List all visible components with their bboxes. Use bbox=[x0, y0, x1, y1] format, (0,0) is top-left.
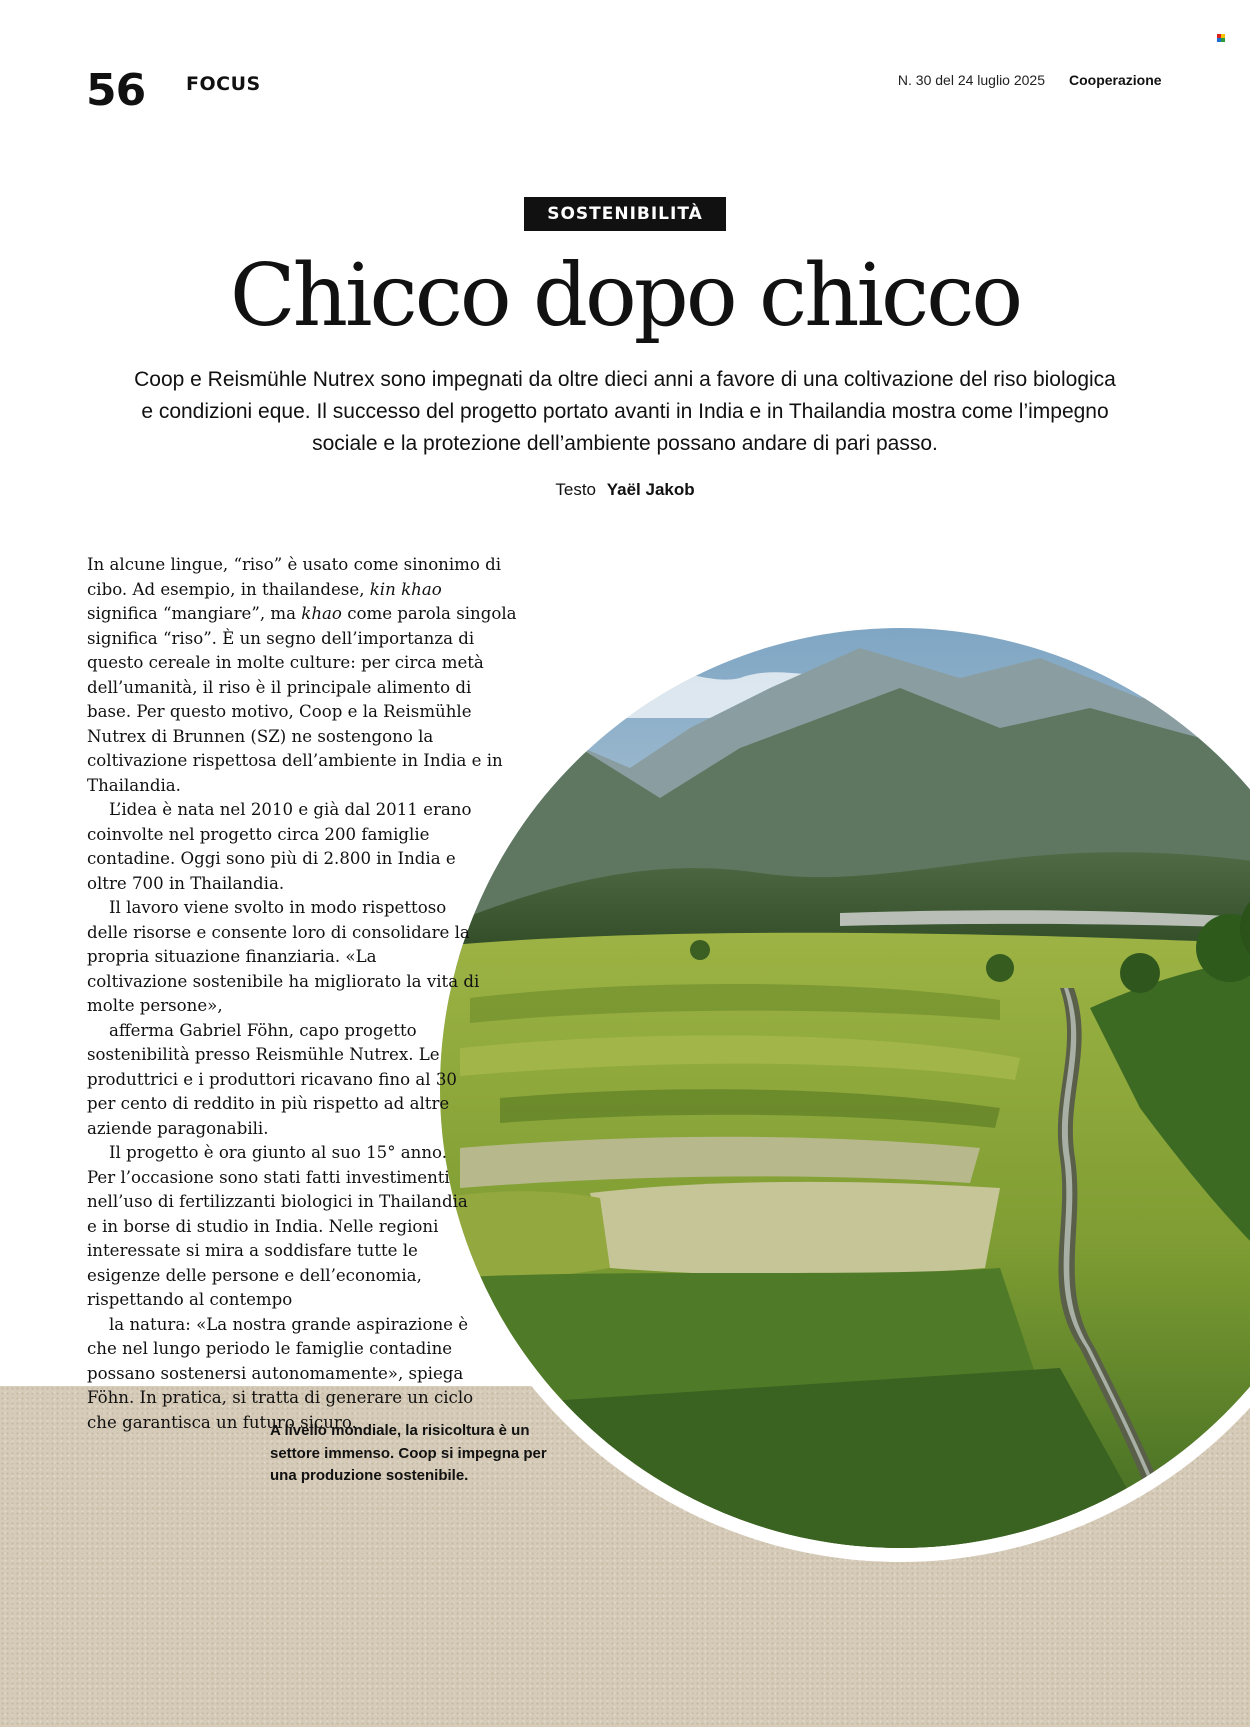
kicker-badge: SOSTENIBILITÀ bbox=[524, 197, 726, 231]
paragraph-3: Il progetto è ora giunto al suo 15° anno. Per l’occasione sono stati fatti investimenti nell’uso di fertilizzanti biologici in Thailandia e in borse di studio in India. Nelle regioni interessate si mira a soddisfare tutte le esigenze delle persone e dell’economia, rispettando al contempo la natura: «La nostra grande aspirazione è che nel lungo periodo le famiglie contadine possano sostenersi autonomamente», spiega Föhn. In pratica, si tratta di generare un ciclo che garantisca un futuro sicuro. bbox=[87, 1143, 474, 1432]
article-body bbox=[87, 553, 517, 1435]
thai-term: kin khao bbox=[369, 579, 442, 599]
paragraph-2: L’idea è nata nel 2010 e già dal 2011 erano coinvolte nel progetto circa 200 famiglie contadine. Oggi sono più di 2.800 in India e oltre 700 in Thailandia. Il lavoro viene svolto in modo rispettoso delle risorse e consente loro di consolidare la propria situazione finanziaria. «La coltivazione sostenibile ha migliorato la vita di molte persone», afferma Gabriel Föhn, capo progetto sostenibilità presso Reismühle Nutrex. Le produttrici e i produttori ricavano fino al 30 per cento di reddito in più rispetto ad altre aziende paragonabili. bbox=[87, 800, 480, 1138]
article-title: Chicco dopo chicco bbox=[229, 246, 1021, 346]
thai-word: khao bbox=[301, 604, 342, 623]
paragraph-1: In alcune lingue, “riso” è usato come sinonimo di cibo. Ad esempio, in thailandese, kin khao significa “mangiare”, ma khao come parola singola significa “riso”. È un segno dell’importanza di questo cereale in molte culture: per circa metà dell’umanità, il riso è il principale alimento di base. Per questo motivo, Coop e la Reismühle Nutrex di Brunnen (SZ) ne sostengono la coltivazione rispettosa dell’ambiente in India e in Thailandia. bbox=[87, 555, 517, 795]
issue-date: N. 30 del 24 luglio 2025 bbox=[897, 72, 1045, 88]
photo-caption: A livello mondiale, la risicoltura è un settore immenso. Coop si impegna per una produzione sostenibile. bbox=[270, 1422, 547, 1484]
print-registration-mark bbox=[1217, 34, 1225, 42]
publication-name: Cooperazione bbox=[1069, 72, 1162, 88]
section-label: FOCUS bbox=[186, 73, 261, 95]
article-lede: Coop e Reismühle Nutrex sono impegnati da oltre dieci anni a favore di una coltivazione del riso biologica e condizioni eque. Il successo del progetto portato avanti in India e in Thailandia mostra come l’impegno sociale e la protezione dell’ambiente possano andare di pari passo. bbox=[134, 368, 1116, 455]
byline-label: Testo bbox=[555, 480, 596, 499]
page-number: 56 bbox=[86, 65, 146, 116]
author-name: Yaël Jakob bbox=[606, 480, 695, 499]
byline bbox=[0, 480, 1250, 500]
